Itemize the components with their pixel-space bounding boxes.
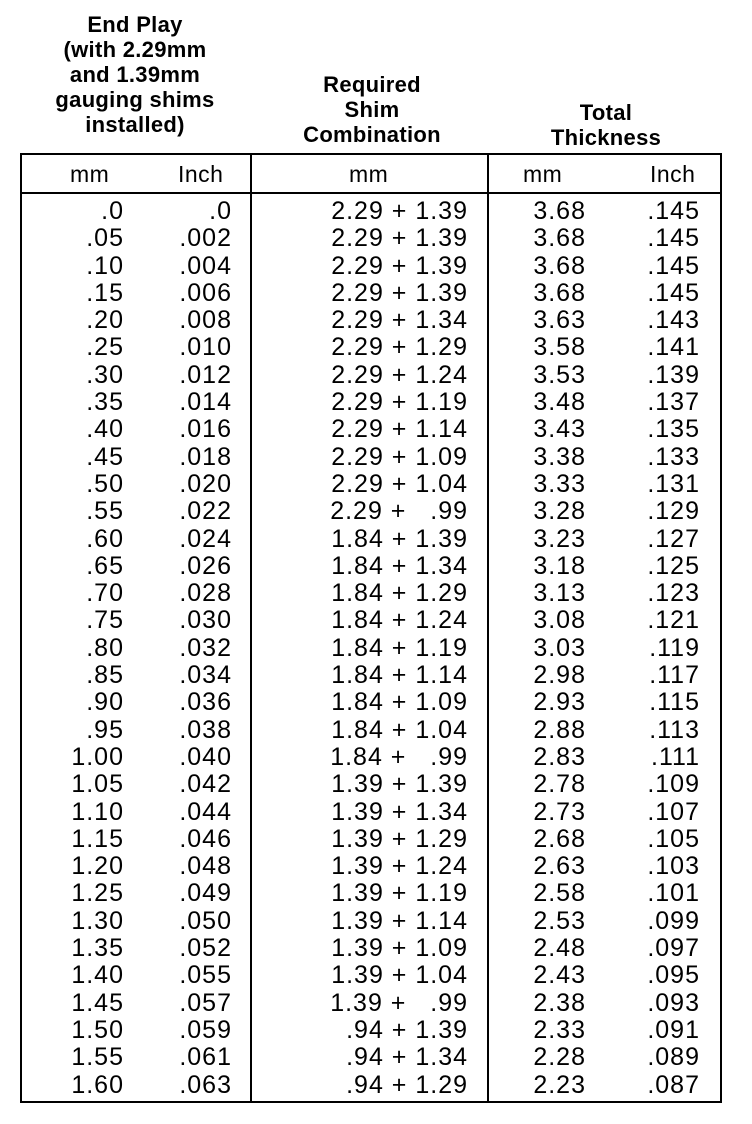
total-mm-cell: 3.08: [533, 606, 586, 635]
total-mm-cell: 3.63: [533, 306, 586, 335]
total-mm-cell: 3.68: [533, 224, 586, 253]
total-inch-cell: .123: [647, 579, 700, 608]
shim-combination-cell: 1.84 + 1.14: [331, 661, 468, 690]
table-row: [0, 253, 752, 280]
shim-combination-cell: 1.39 + 1.24: [331, 852, 468, 881]
table-row: [0, 471, 752, 498]
total-mm-cell: 2.43: [533, 961, 586, 990]
total-inch-cell: .145: [647, 224, 700, 253]
table-row: [0, 1017, 752, 1044]
total-mm-cell: 2.93: [533, 688, 586, 717]
end-play-inch-cell: .042: [179, 770, 232, 799]
total-mm-cell: 2.48: [533, 934, 586, 963]
end-play-inch-subheader: Inch: [178, 161, 224, 187]
total-mm-cell: 3.43: [533, 415, 586, 444]
total-inch-cell: .141: [647, 333, 700, 362]
total-inch-cell: .129: [647, 497, 700, 526]
total-mm-cell: 3.68: [533, 251, 586, 280]
table-row: [0, 826, 752, 853]
total-mm-subheader: mm: [523, 161, 563, 187]
shim-header-line: Shim: [344, 97, 400, 122]
total-inch-cell: .103: [647, 852, 700, 881]
end-play-mm-cell: 1.45: [71, 988, 124, 1017]
shim-combination-cell: 1.39 + 1.39: [331, 770, 468, 799]
end-play-mm-cell: .80: [86, 633, 124, 662]
total-inch-cell: .127: [647, 524, 700, 553]
table-row: [0, 1044, 752, 1071]
end-play-inch-cell: .036: [179, 688, 232, 717]
total-mm-cell: 2.53: [533, 906, 586, 935]
end-play-inch-cell: .020: [179, 469, 232, 498]
total-mm-cell: 3.33: [533, 469, 586, 498]
shim-combination-cell: 2.29 + 1.34: [331, 306, 468, 335]
total-mm-cell: 3.28: [533, 497, 586, 526]
table-row: [0, 662, 752, 689]
total-inch-cell: .145: [647, 251, 700, 280]
end-play-inch-cell: .012: [179, 360, 232, 389]
end-play-inch-cell: .024: [179, 524, 232, 553]
end-play-header-line: End Play: [87, 12, 183, 37]
end-play-inch-cell: .050: [179, 906, 232, 935]
end-play-inch-cell: .046: [179, 824, 232, 853]
table-row: [0, 744, 752, 771]
shim-combination-cell: .94 + 1.29: [346, 1070, 468, 1099]
end-play-mm-cell: 1.55: [71, 1043, 124, 1072]
table-row: [0, 771, 752, 798]
total-mm-cell: 2.73: [533, 797, 586, 826]
shim-combination-cell: 2.29 + 1.39: [331, 251, 468, 280]
shim-header-line: Required: [323, 72, 421, 97]
table-row: [0, 635, 752, 662]
shim-combination-cell: 1.84 + 1.34: [331, 551, 468, 580]
total-inch-cell: .145: [647, 197, 700, 225]
total-inch-cell: .117: [649, 661, 700, 690]
end-play-mm-cell: .60: [86, 524, 124, 553]
end-play-mm-cell: 1.50: [71, 1015, 124, 1044]
end-play-inch-cell: .0: [209, 197, 232, 225]
end-play-inch-cell: .040: [179, 742, 232, 771]
end-play-mm-cell: .15: [86, 278, 124, 307]
table-row: [0, 1072, 752, 1099]
table-row: [0, 607, 752, 634]
shim-combination-cell: 2.29 + 1.39: [331, 197, 468, 225]
shim-combination-cell: 2.29 + 1.09: [331, 442, 468, 471]
end-play-inch-cell: .008: [179, 306, 232, 335]
end-play-inch-cell: .010: [179, 333, 232, 362]
end-play-mm-cell: .25: [86, 333, 124, 362]
total-mm-cell: 2.63: [533, 852, 586, 881]
total-mm-cell: 3.53: [533, 360, 586, 389]
total-inch-cell: .113: [649, 715, 700, 744]
end-play-inch-cell: .034: [179, 661, 232, 690]
shim-combination-cell: 1.39 + .99: [330, 988, 468, 1017]
shim-combination-cell: 1.84 + 1.04: [331, 715, 468, 744]
end-play-mm-cell: .55: [86, 497, 124, 526]
total-mm-cell: 2.78: [533, 770, 586, 799]
shim-combination-cell: 2.29 + 1.19: [331, 388, 468, 417]
end-play-inch-cell: .014: [179, 388, 232, 417]
table-row: [0, 198, 752, 225]
shim-combination-cell: 2.29 + 1.24: [331, 360, 468, 389]
shim-combination-cell: 1.39 + 1.34: [331, 797, 468, 826]
end-play-header-line: installed): [85, 112, 185, 137]
shim-combination-cell: 1.84 + 1.09: [331, 688, 468, 717]
table-row: [0, 225, 752, 252]
end-play-inch-cell: .030: [179, 606, 232, 635]
end-play-inch-cell: .061: [179, 1043, 232, 1072]
total-inch-cell: .139: [647, 360, 700, 389]
total-inch-cell: .101: [647, 879, 700, 908]
total-mm-cell: 2.33: [533, 1015, 586, 1044]
end-play-mm-cell: .75: [86, 606, 124, 635]
table-row: [0, 853, 752, 880]
end-play-inch-cell: .006: [179, 278, 232, 307]
table-row: [0, 580, 752, 607]
total-mm-cell: 3.03: [533, 633, 586, 662]
table-row: [0, 962, 752, 989]
total-inch-cell: .131: [647, 469, 700, 498]
end-play-inch-cell: .057: [179, 988, 232, 1017]
subheader-divider: [20, 192, 722, 194]
total-mm-cell: 3.68: [533, 197, 586, 225]
shim-combination-cell: 1.39 + 1.19: [331, 879, 468, 908]
shim-combination-cell: 1.84 + 1.24: [331, 606, 468, 635]
shim-combination-cell: 1.84 + .99: [330, 742, 468, 771]
total-inch-cell: .089: [647, 1043, 700, 1072]
end-play-mm-cell: .95: [86, 715, 124, 744]
end-play-inch-cell: .059: [179, 1015, 232, 1044]
total-mm-cell: 2.88: [533, 715, 586, 744]
table-row: [0, 880, 752, 907]
shim-combination-cell: 2.29 + 1.39: [331, 278, 468, 307]
table-row: [0, 717, 752, 744]
total-inch-cell: .137: [647, 388, 700, 417]
total-inch-cell: .115: [649, 688, 700, 717]
end-play-mm-cell: .35: [86, 388, 124, 417]
end-play-inch-cell: .055: [179, 961, 232, 990]
total-mm-cell: 2.83: [533, 742, 586, 771]
total-header-line: Thickness: [550, 125, 662, 150]
total-inch-cell: .121: [647, 606, 700, 635]
shim-combination-cell: 2.29 + 1.29: [331, 333, 468, 362]
shim-combination-cell: 2.29 + 1.14: [331, 415, 468, 444]
end-play-mm-cell: 1.20: [71, 852, 124, 881]
total-mm-cell: 3.18: [533, 551, 586, 580]
table-row: [0, 389, 752, 416]
end-play-inch-cell: .052: [179, 934, 232, 963]
end-play-inch-cell: .063: [179, 1070, 232, 1099]
shim-combination-cell: .94 + 1.39: [346, 1015, 468, 1044]
total-inch-cell: .119: [649, 633, 700, 662]
end-play-inch-cell: .026: [179, 551, 232, 580]
end-play-inch-cell: .022: [179, 497, 232, 526]
total-inch-cell: .133: [647, 442, 700, 471]
end-play-mm-cell: 1.30: [71, 906, 124, 935]
end-play-inch-cell: .002: [179, 224, 232, 253]
table-row: [0, 908, 752, 935]
total-inch-subheader: Inch: [650, 161, 696, 187]
total-inch-cell: .107: [647, 797, 700, 826]
total-inch-cell: .099: [647, 906, 700, 935]
end-play-mm-cell: .90: [86, 688, 124, 717]
end-play-mm-cell: 1.15: [71, 824, 124, 853]
end-play-mm-subheader: mm: [70, 161, 110, 187]
table-row: [0, 799, 752, 826]
end-play-inch-cell: .038: [179, 715, 232, 744]
total-inch-cell: .105: [647, 824, 700, 853]
table-row: [0, 444, 752, 471]
shim-combination-cell: 1.39 + 1.04: [331, 961, 468, 990]
end-play-mm-cell: 1.40: [71, 961, 124, 990]
total-inch-cell: .093: [647, 988, 700, 1017]
end-play-inch-cell: .032: [179, 633, 232, 662]
end-play-mm-cell: .40: [86, 415, 124, 444]
end-play-header-line: gauging shims: [55, 87, 215, 112]
end-play-mm-cell: .10: [86, 251, 124, 280]
shim-combination-cell: 2.29 + 1.04: [331, 469, 468, 498]
total-inch-cell: .125: [647, 551, 700, 580]
shim-mm-subheader: mm: [349, 161, 389, 187]
end-play-mm-cell: .20: [86, 306, 124, 335]
shim-combination-cell: .94 + 1.34: [346, 1043, 468, 1072]
total-mm-cell: 2.38: [533, 988, 586, 1017]
table-row: [0, 498, 752, 525]
total-mm-cell: 3.13: [533, 579, 586, 608]
total-mm-cell: 3.23: [533, 524, 586, 553]
table-row: [0, 526, 752, 553]
table-row: [0, 416, 752, 443]
table-row: [0, 553, 752, 580]
end-play-mm-cell: 1.10: [71, 797, 124, 826]
total-mm-cell: 3.68: [533, 278, 586, 307]
end-play-mm-cell: .65: [86, 551, 124, 580]
shim-combination-cell: 2.29 + .99: [330, 497, 468, 526]
total-inch-cell: .143: [647, 306, 700, 335]
total-thickness-header: [488, 100, 724, 150]
shim-combination-cell: 1.39 + 1.29: [331, 824, 468, 853]
end-play-mm-cell: 1.60: [71, 1070, 124, 1099]
shim-combination-cell: 1.84 + 1.39: [331, 524, 468, 553]
total-inch-cell: .111: [651, 742, 700, 771]
end-play-inch-cell: .049: [179, 879, 232, 908]
end-play-inch-cell: .028: [179, 579, 232, 608]
total-inch-cell: .087: [647, 1070, 700, 1099]
total-mm-cell: 2.68: [533, 824, 586, 853]
table-row: [0, 990, 752, 1017]
total-mm-cell: 2.28: [533, 1043, 586, 1072]
end-play-inch-cell: .044: [179, 797, 232, 826]
total-inch-cell: .091: [647, 1015, 700, 1044]
table-row: [0, 362, 752, 389]
end-play-inch-cell: .004: [179, 251, 232, 280]
end-play-mm-cell: .50: [86, 469, 124, 498]
end-play-mm-cell: .85: [86, 661, 124, 690]
end-play-inch-cell: .016: [179, 415, 232, 444]
total-mm-cell: 2.23: [533, 1070, 586, 1099]
total-inch-cell: .095: [647, 961, 700, 990]
end-play-mm-cell: 1.35: [71, 934, 124, 963]
shim-combination-cell: 1.84 + 1.29: [331, 579, 468, 608]
total-mm-cell: 3.38: [533, 442, 586, 471]
end-play-mm-cell: 1.00: [71, 742, 124, 771]
shim-header-line: Combination: [303, 122, 441, 147]
end-play-mm-cell: .30: [86, 360, 124, 389]
total-mm-cell: 3.48: [533, 388, 586, 417]
total-mm-cell: 2.98: [533, 661, 586, 690]
table-row: [0, 334, 752, 361]
shim-combination-cell: 1.39 + 1.09: [331, 934, 468, 963]
total-mm-cell: 3.58: [533, 333, 586, 362]
total-inch-cell: .135: [647, 415, 700, 444]
shim-combination-cell: 1.39 + 1.14: [331, 906, 468, 935]
table-row: [0, 689, 752, 716]
shim-combination-cell: 2.29 + 1.39: [331, 224, 468, 253]
total-inch-cell: .097: [647, 934, 700, 963]
end-play-mm-cell: .45: [86, 442, 124, 471]
total-inch-cell: .145: [647, 278, 700, 307]
total-header-line: Total: [579, 100, 633, 125]
end-play-mm-cell: 1.25: [71, 879, 124, 908]
end-play-mm-cell: .70: [86, 579, 124, 608]
end-play-header-line: (with 2.29mm: [63, 37, 207, 62]
end-play-inch-cell: .018: [179, 442, 232, 471]
table-row: [0, 935, 752, 962]
table-row: [0, 280, 752, 307]
shim-combination-cell: 1.84 + 1.19: [331, 633, 468, 662]
end-play-header: [20, 12, 250, 137]
total-mm-cell: 2.58: [533, 879, 586, 908]
table-row: [0, 307, 752, 334]
end-play-inch-cell: .048: [179, 852, 232, 881]
shim-combination-header: [256, 72, 488, 147]
total-inch-cell: .109: [647, 770, 700, 799]
end-play-header-line: and 1.39mm: [69, 62, 201, 87]
table-body: [0, 198, 752, 1099]
end-play-mm-cell: .05: [86, 224, 124, 253]
end-play-mm-cell: 1.05: [71, 770, 124, 799]
end-play-mm-cell: .0: [101, 197, 124, 225]
